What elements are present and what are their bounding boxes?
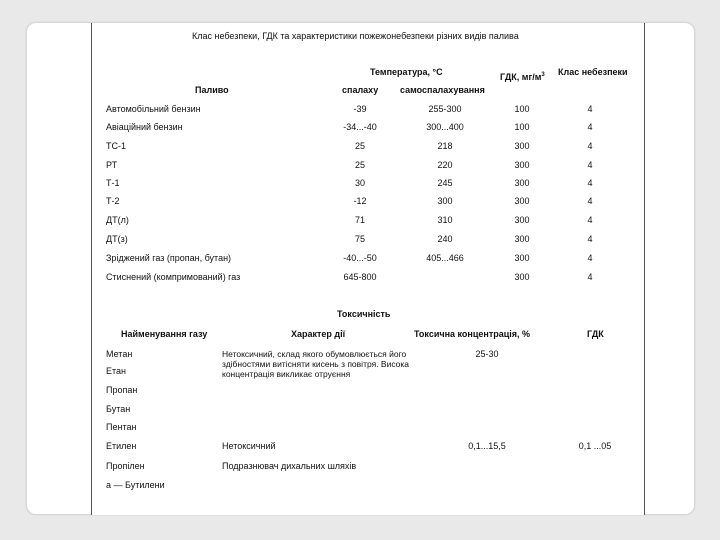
toxicity-title: Токсичність [337, 309, 391, 319]
flash-value: 71 [354, 215, 365, 225]
effect-header: Характер дії [291, 329, 346, 339]
autoignition-value: 405...466 [426, 253, 464, 263]
mac-value: 300 [514, 272, 530, 282]
class-value: 4 [587, 215, 593, 225]
effect-text: Подразнювач дихальних шляхів [222, 461, 357, 471]
fuel-name: Авіаційний бензин [106, 122, 183, 132]
toxic-concentration-header: Токсична концентрація, % [414, 329, 531, 339]
flash-value: 75 [354, 234, 365, 244]
class-value: 4 [587, 160, 593, 170]
class-value: 4 [587, 104, 593, 114]
concentration-value: 0,1...15,5 [468, 441, 506, 451]
autoignition-value: 300...400 [426, 122, 464, 132]
mac-value: 300 [514, 234, 530, 244]
mac-value: 300 [514, 196, 530, 206]
gas-name: Етилен [106, 441, 137, 451]
autoignition-value: 255-300 [428, 104, 462, 114]
hazard-class-header: Клас небезпеки [558, 67, 628, 77]
fuel-name: РТ [106, 160, 118, 170]
fuel-header: Паливо [195, 85, 229, 95]
temperature-group-header: Температура, °С [370, 67, 443, 77]
mac-value: 100 [514, 122, 530, 132]
gas-name: а — Бутилени [106, 480, 165, 490]
mac-value: 100 [514, 104, 530, 114]
autoignition-value: 220 [437, 160, 453, 170]
flash-header: спалаху [342, 85, 379, 95]
fuel-name: Т-1 [106, 178, 120, 188]
autoignition-value: 245 [437, 178, 453, 188]
autoignition-value: 218 [437, 141, 453, 151]
gas-name: Етан [106, 366, 126, 376]
flash-value: -40...-50 [343, 253, 377, 263]
mac-value: 300 [514, 160, 530, 170]
mac-value: 300 [514, 215, 530, 225]
class-value: 4 [587, 196, 593, 206]
flash-value: -12 [353, 196, 367, 206]
fuel-name: Стиснений (компримований) газ [106, 272, 241, 282]
class-value: 4 [587, 234, 593, 244]
flash-value: -39 [353, 104, 367, 114]
fuel-name: Зріджений газ (пропан, бутан) [106, 253, 232, 263]
class-value: 4 [587, 122, 593, 132]
gas-name: Пентан [106, 422, 137, 432]
document-title: Клас небезпеки, ГДК та характеристики пожежонебезпеки різних видів палива [192, 31, 519, 41]
flash-value: -34...-40 [343, 122, 377, 132]
mac-value: 300 [514, 178, 530, 188]
class-value: 4 [587, 141, 593, 151]
fuel-name: Автомобільний бензин [106, 104, 201, 114]
flash-value: 30 [354, 178, 365, 188]
fuel-name: ТС-1 [106, 141, 126, 151]
mac-value: 300 [514, 141, 530, 151]
autoignition-value: 300 [437, 196, 453, 206]
class-value: 4 [587, 253, 593, 263]
document-page [91, 23, 645, 515]
flash-value: 25 [354, 160, 365, 170]
fuel-name: Т-2 [106, 196, 120, 206]
mac-value: 0,1 ...05 [578, 441, 612, 451]
effect-text: Нетоксичний, склад якого обумовлюється його здібностями витісняти кисень з повітря. Висока концентрація викликає отруєння [222, 349, 410, 379]
concentration-value: 25-30 [475, 349, 499, 359]
gas-name: Пропан [106, 385, 138, 395]
gas-name: Пропілен [106, 461, 145, 471]
fuel-name: ДТ(л) [106, 215, 129, 225]
gas-name: Бутан [106, 404, 131, 414]
mac-header: ГДК, $мг/м^3$ [500, 72, 545, 82]
class-value: 4 [587, 272, 593, 282]
effect-text: Нетоксичний [222, 441, 276, 451]
autoignition-value: 240 [437, 234, 453, 244]
toxicity-mac-header: ГДК [587, 329, 604, 339]
autoignition-header: самоспалахування [400, 85, 485, 95]
gas-name-header: Найменування газу [121, 329, 208, 339]
class-value: 4 [587, 178, 593, 188]
gas-name: Метан [106, 349, 133, 359]
fuel-name: ДТ(з) [106, 234, 128, 244]
slide-card [26, 22, 695, 515]
autoignition-value: 310 [437, 215, 453, 225]
mac-value: 300 [514, 253, 530, 263]
flash-value: 25 [354, 141, 365, 151]
flash-value: 645-800 [343, 272, 377, 282]
